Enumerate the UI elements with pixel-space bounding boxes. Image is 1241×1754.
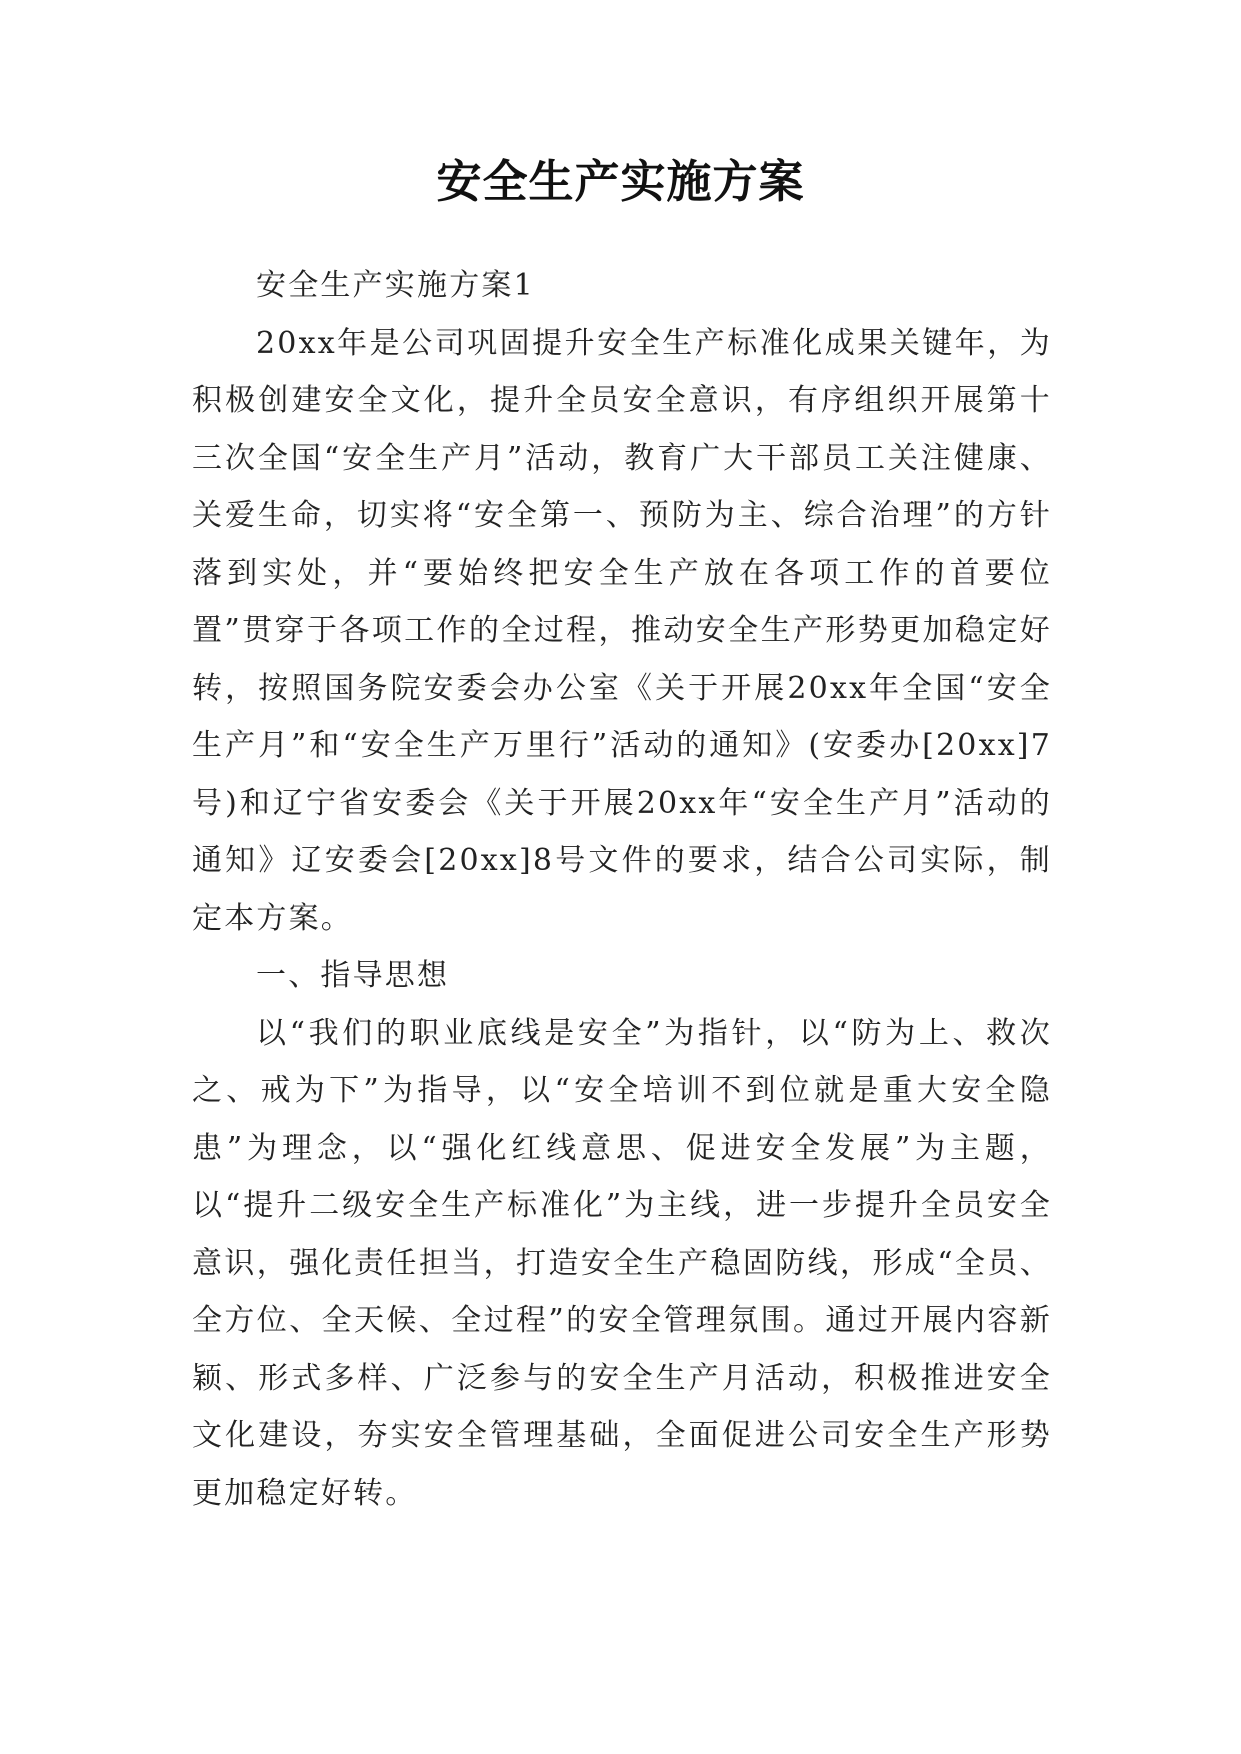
paragraph-intro: 20xx年是公司巩固提升安全生产标准化成果关键年，为积极创建安全文化，提升全员安全意识，有序组织开展第十三次全国“安全生产月”活动，教育广大干部员工关注健康、关爱生命，切实将“安全第一、预防为主、综合治理”的方针落到实处，并“要始终把安全生产放在各项工作的首要位置”贯穿于各项工作的全过程，推动安全生产形势更加稳定好转，按照国务院安委会办公室《关于开展20xx年全国“安全生产月”和“安全生产万里行”活动的通知》(安委办[20xx]7号)和辽宁省安委会《关于开展20xx年“安全生产月”活动的通知》辽安委会[20xx]8号文件的要求，结合公司实际，制定本方案。 <box>192 325 1052 936</box>
section-heading-guiding-ideology: 一、指导思想 <box>256 958 450 993</box>
paragraph-guiding-ideology: 以“我们的职业底线是安全”为指针，以“防为上、救次之、戒为下”为指导，以“安全培训不到位就是重大安全隐患”为理念，以“强化红线意思、促进安全发展”为主题，以“提升二级安全生产标准化”为主线，进一步提升全员安全意识，强化责任担当，打造安全生产稳固防线，形成“全员、全方位、全天候、全过程”的安全管理氛围。通过开展内容新颖、形式多样、广泛参与的安全生产月活动，积极推进安全文化建设，夯实安全管理基础，全面促进公司安全生产形势更加稳定好转。 <box>192 1015 1052 1511</box>
section-heading-plan-1: 安全生产实施方案1 <box>256 268 535 303</box>
document-title: 安全生产实施方案 <box>436 155 805 208</box>
document-body <box>192 257 1052 1522</box>
